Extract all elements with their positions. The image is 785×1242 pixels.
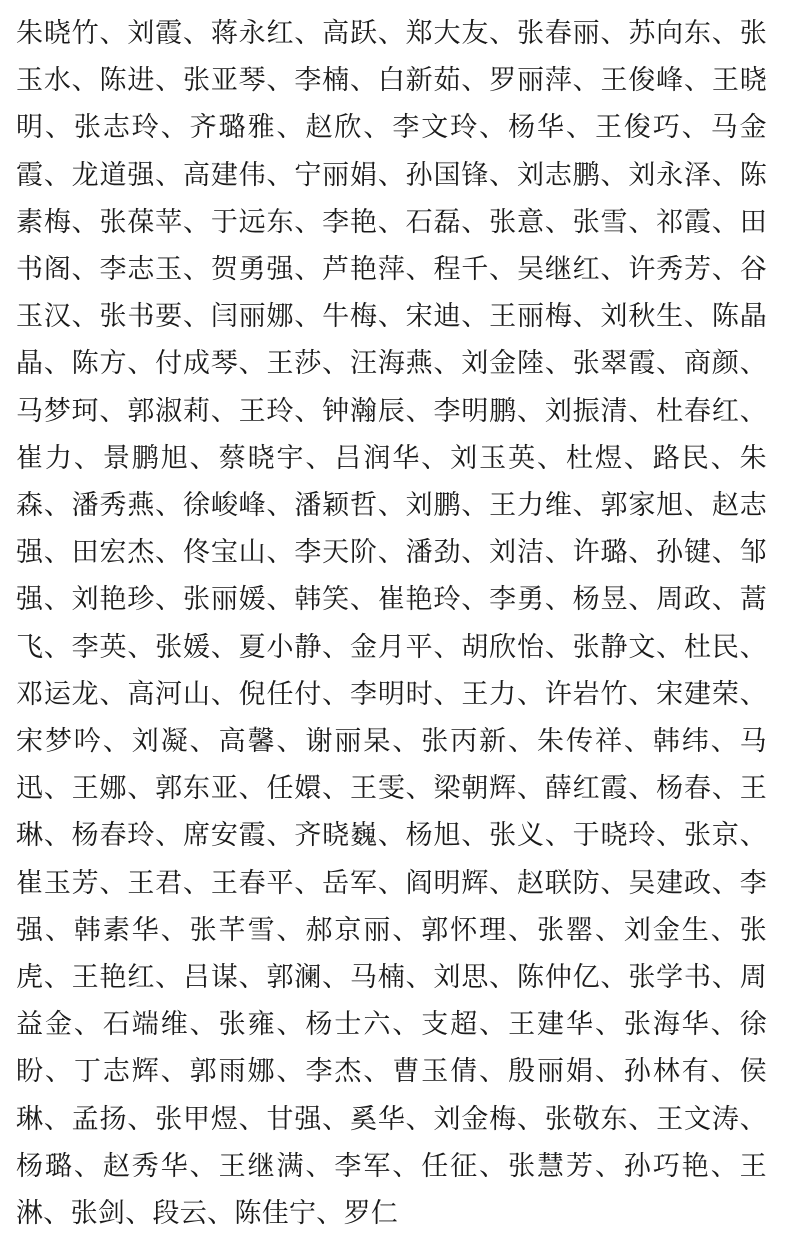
name-list-paragraph: 朱晓竹、刘霞、蒋永红、高跃、郑大友、张春丽、苏向东、张玉水、陈进、张亚琴、李楠、白新茹、罗丽萍、王俊峰、王晓明、张志玲、齐璐雅、赵欣、李文玲、杨华、王俊巧、马金霞、龙道强、高建伟、宁丽娟、孙国锋、刘志鹏、刘永泽、陈素梅、张葆苹、于远东、李艳、石磊、张意、张雪、祁霞、田书阁、李志玉、贺勇强、芦艳萍、程千、吴继红、许秀芳、谷玉汉、张书要、闫丽娜、牛梅、宋迪、王丽梅、刘秋生、陈晶晶、陈方、付成琴、王莎、汪海燕、刘金陸、张翠霞、商颜、马梦珂、郭淑莉、王玲、钟瀚辰、李明鹏、刘振清、杜春红、崔力、景鹏旭、蔡晓宇、吕润华、刘玉英、杜煜、路民、朱森、潘秀燕、徐峻峰、潘颖哲、刘鹏、王力维、郭家旭、赵志强、田宏杰、佟宝山、李天阶、潘劲、刘洁、许璐、孙键、邹强、刘艳珍、张丽媛、韩笑、崔艳玲、李勇、杨昱、周政、蒿飞、李英、张媛、夏小静、金月平、胡欣怡、张静文、杜民、邓运龙、高河山、倪任付、李明时、王力、许岩竹、宋建荣、宋梦吟、刘凝、高馨、谢丽杲、张丙新、朱传祥、韩纬、马迅、王娜、郭东亚、任嬛、王雯、梁朝辉、薛红霞、杨春、王琳、杨春玲、席安霞、齐晓巍、杨旭、张义、于晓玲、张京、崔玉芳、王君、王春平、岳军、阎明辉、赵联防、吴建政、李强、韩素华、张芊雪、郝京丽、郭怀理、张罂、刘金生、张虎、王艳红、吕谋、郭澜、马楠、刘思、陈仲亿、张学书、周益金、石端维、张雍、杨士六、支超、王建华、张海华、徐盼、丁志辉、郭雨娜、李杰、曹玉倩、殷丽娟、孙林有、侯琳、孟扬、张甲煜、甘强、奚华、刘金梅、张敬东、王文涛、杨璐、赵秀华、王继满、李军、任征、张慧芳、孙巧艳、王淋、张剑、段云、陈佳宁、罗仁 [16, 18, 767, 1230]
